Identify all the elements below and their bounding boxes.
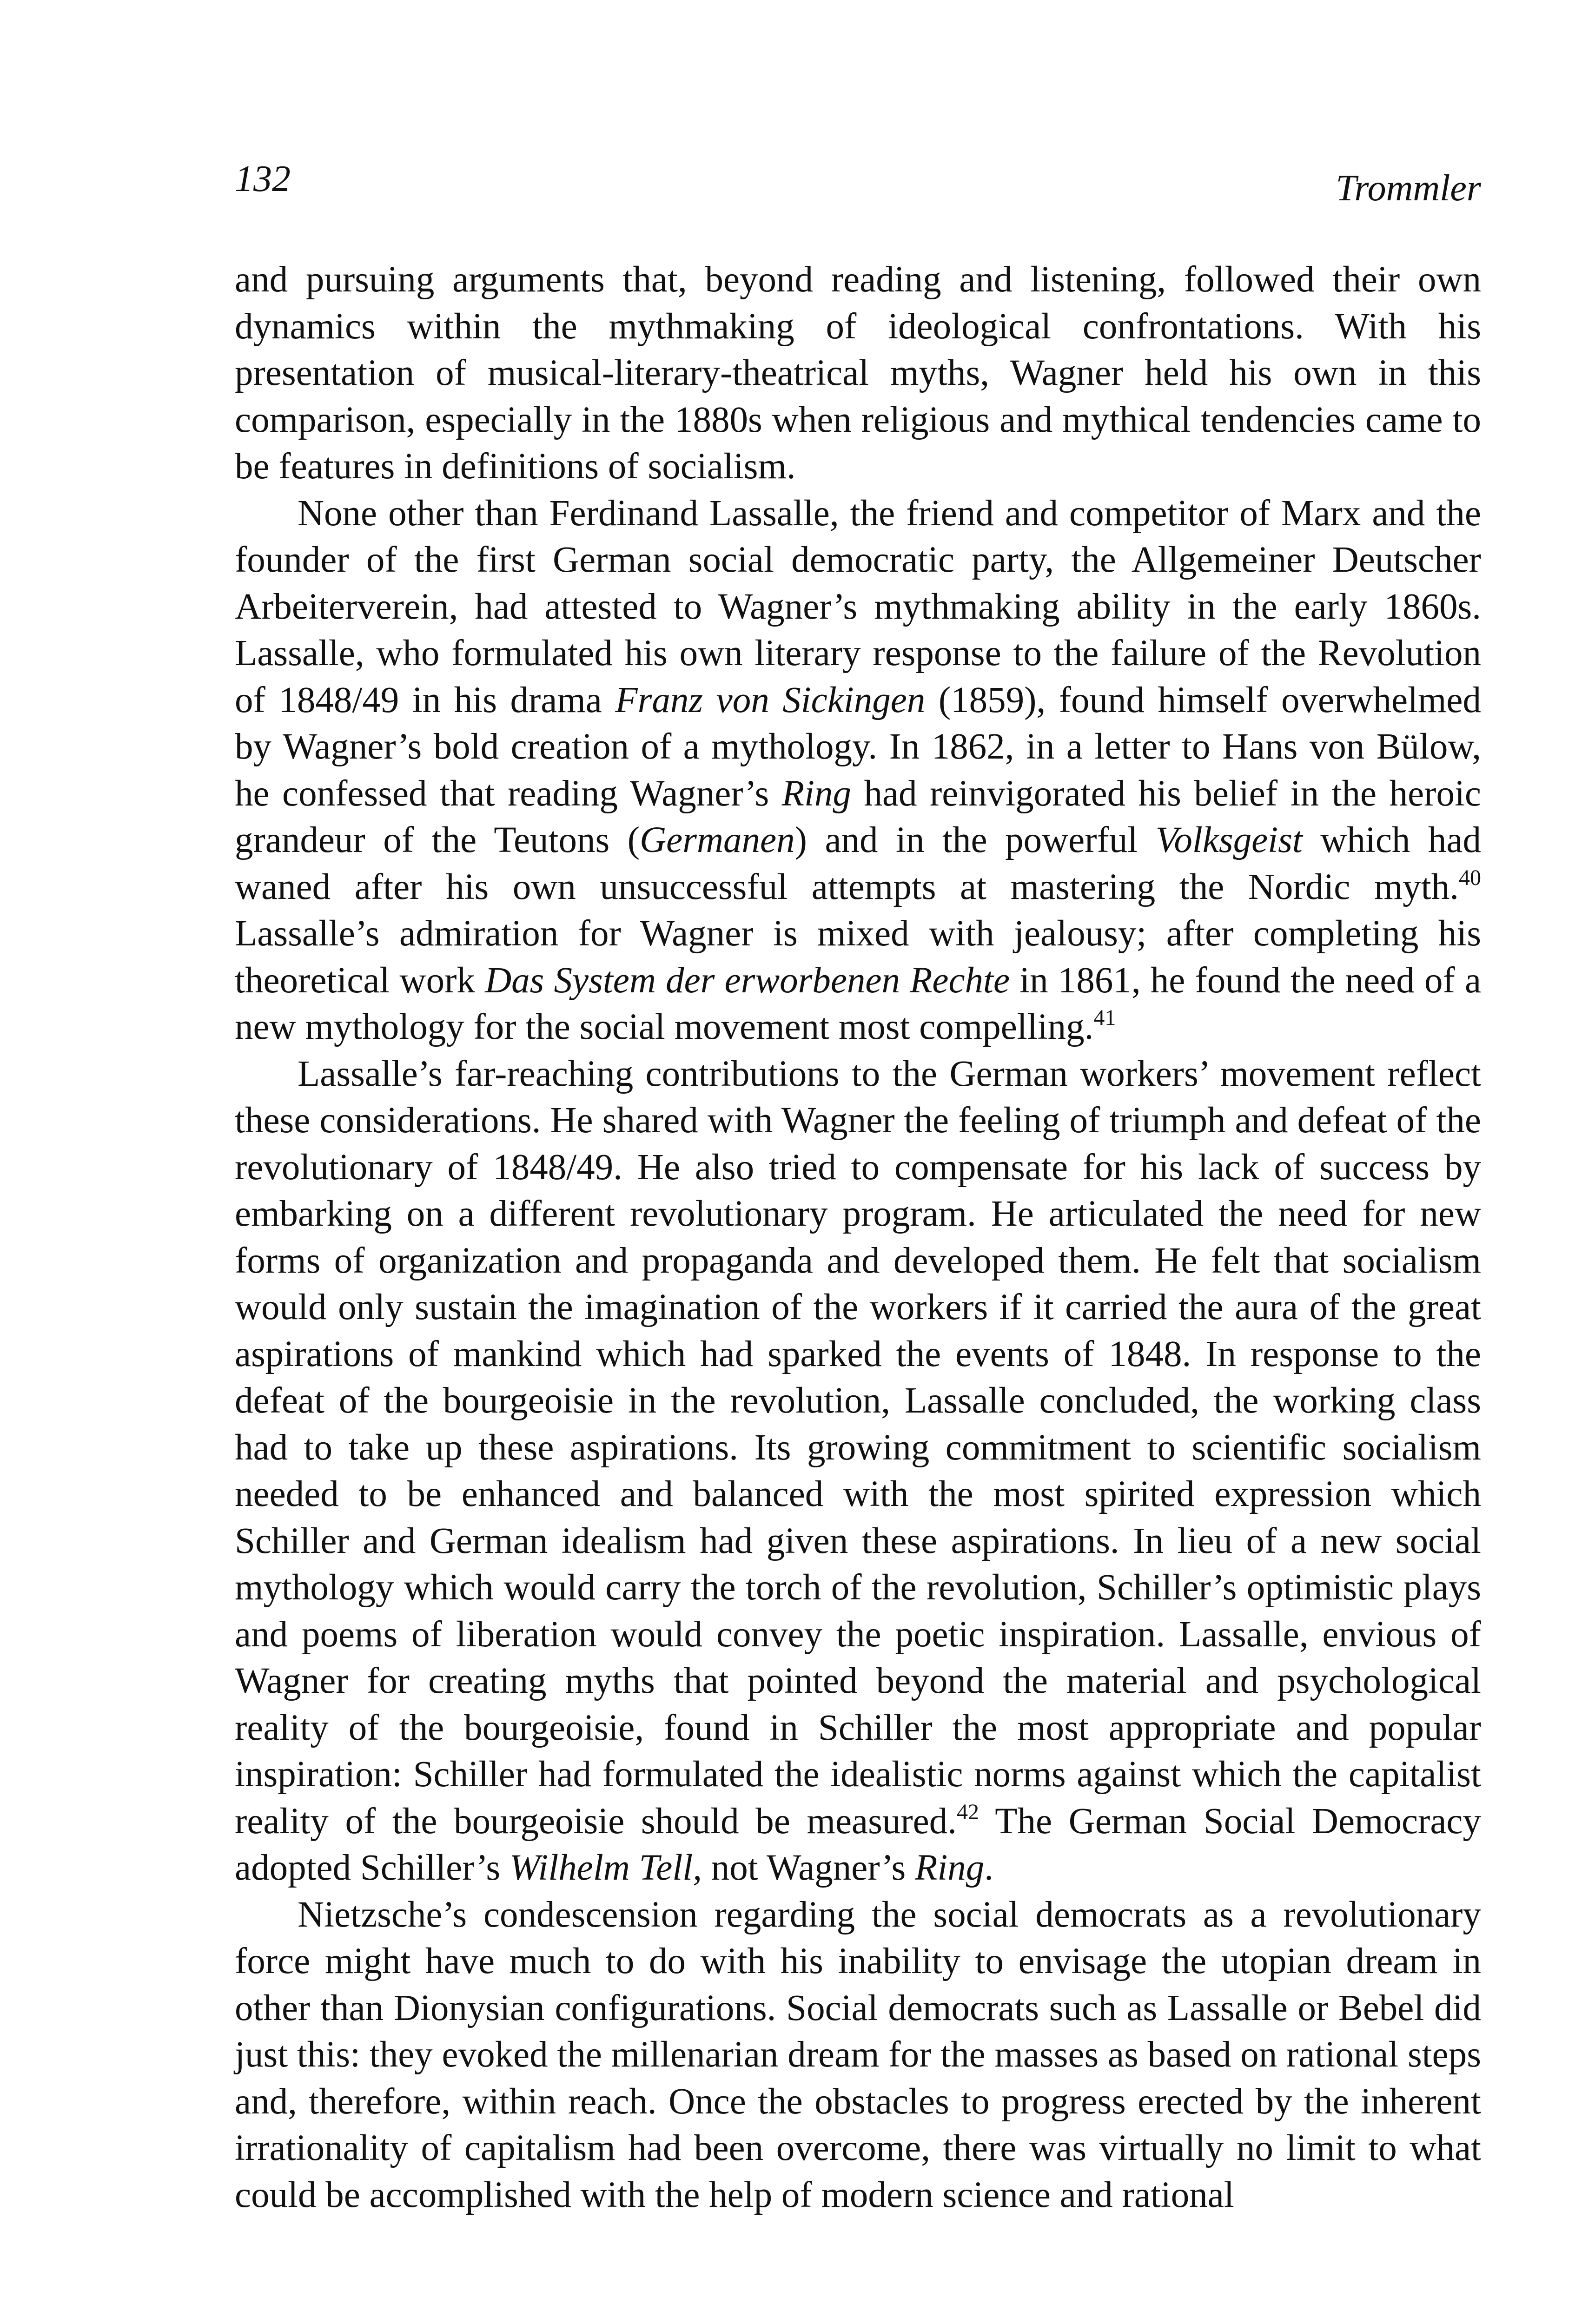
italic-text: Ring [915,1848,985,1888]
text-run: which had waned after his own unsuccessful attempts at mastering the Nordic myth. [235,820,1481,907]
running-head [235,153,1481,209]
paragraph [235,490,1481,1051]
text-run: Lassalle’s far-reaching contributions to the German workers’ movement reflect these considerations. He shared with Wagner the feeling of triumph and defeat of the revolutionary of 1848/49. He also tried to compensate for his lack of success by embarking on a different revolutionary program. He articulated the need for new forms of organization and propaganda and developed them. He felt that socialism would only sustain the imagination of the workers if it carried the aura of the great aspirations of mankind which had sparked the events of 1848. In response to the defeat of the bourgeoisie in the revolution, Lassalle concluded, the working class had to take up these aspirations. Its growing commitment to scientific socialism needed to be enhanced and balanced with the most spirited expression which Schiller and German idealism had given these aspirations. In lieu of a new social mythology which would carry the torch of the revolution, Schiller’s optimistic plays and poems of liberation would convey the poetic inspiration. Lassalle, envious of Wagner for creating myths that pointed beyond the material and psychological reality of the bourgeoisie, found in Schiller the most appropriate and popular inspiration: Schiller had formulated the idealistic norms against which the capitalist reality of the bourgeoisie should be measured. [235,1053,1481,1842]
italic-text: Das System der erworbenen Rechte [485,960,1010,1001]
italic-text: Franz von Sickingen [615,680,926,720]
paragraph [235,257,1481,490]
text-run: ) and in the powerful [794,820,1156,860]
text-run: None other than Ferdinand Lassalle, the friend and competitor of Marx and the founder of the first German social democratic party, the Allgemeiner Deutscher Arbeiterverein, had attested to Wagner’s mythmaking ability in the early 1860s. Lassalle, who formulated his own literary response to the failure of the Revolution of 1848/49 in his drama [235,493,1481,720]
text-run: (1859), found himself overwhelmed by Wagner’s bold creation of a mythology. In 1862, in a letter to Hans von Bülow, he confessed that reading Wagner’s [235,680,1481,814]
paragraph [235,1892,1481,2219]
text-run: Lassalle’s admiration for Wagner is mixed with jealousy; after completing his theoretical work [235,913,1481,1001]
italic-text: Volksgeist [1155,820,1303,860]
text-run: Nietzsche’s condescension regarding the social democrats as a revolutionary force might have much to do with his inability to envisage the utopian dream in other than Dionysian configurations. Social democrats such as Lassalle or Bebel did just this: they evoked the millenarian dream for the masses as based on rational steps and, therefore, within reach. Once the obstacles to progress erected by the inherent irrationality of capitalism had been overcome, there was virtually no limit to what could be accomplished with the help of modern science and rational [235,1894,1481,2215]
italic-text: Wilhelm Tell, [509,1848,702,1888]
text-run: The German Social Democracy adopted Schiller’s [235,1801,1481,1888]
footnote-ref: 40 [1459,865,1481,890]
footnote-ref: 41 [1093,1005,1116,1030]
paragraph [235,1051,1481,1892]
running-title: Trommler [1336,168,1481,209]
text-run: in 1861, he found the need of a new mythology for the social movement most compelling. [235,960,1482,1047]
page-number: 132 [235,158,291,199]
text-run: not Wagner’s [702,1848,915,1888]
footnote-ref: 42 [956,1799,979,1824]
body-text [235,257,1481,2218]
italic-text: Germanen [640,820,795,860]
text-run: had reinvigorated his belief in the heroic grandeur of the Teutons ( [235,773,1481,860]
text-run: and pursuing arguments that, beyond reading and listening, followed their own dynamics within the mythmaking of ideological confrontations. With his presentation of musical-literary-theatrical myths, Wagner held his own in this comparison, especially in the 1880s when religious and mythical tendencies came to be features in definitions of socialism. [235,259,1481,487]
text-run: . [984,1848,994,1888]
italic-text: Ring [781,773,851,814]
